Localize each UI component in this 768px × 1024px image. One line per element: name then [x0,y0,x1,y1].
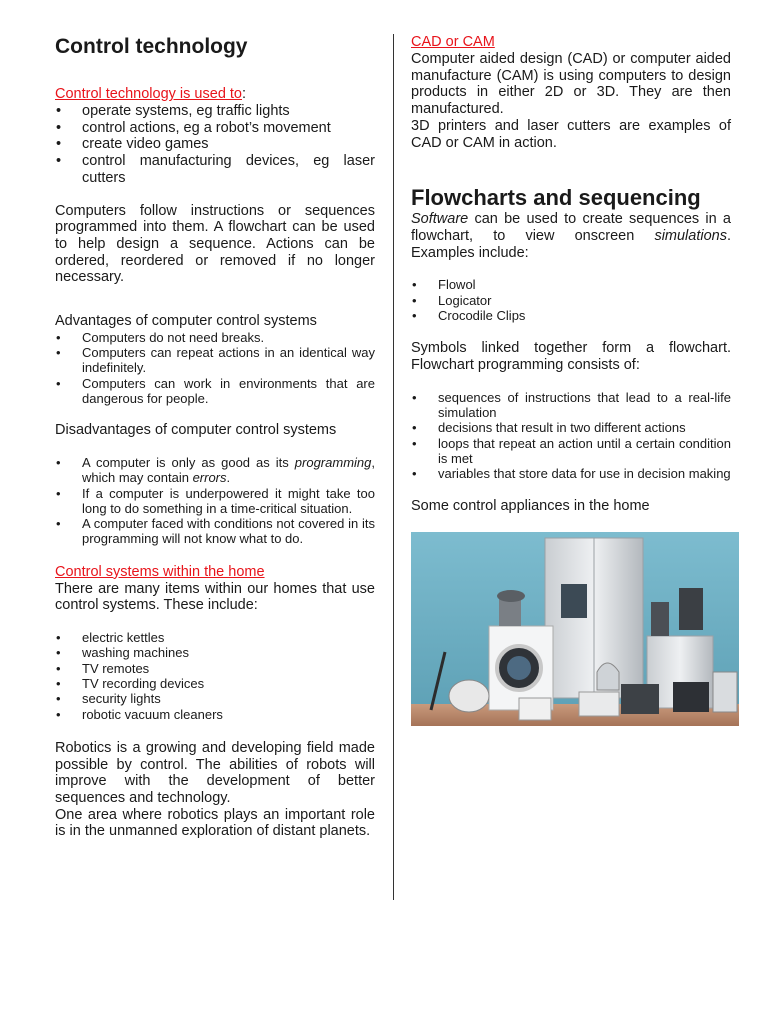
used-heading-line: Control technology is used to: [55,86,247,102]
list-item: • Logicator [411,293,731,308]
software-list [411,277,731,323]
cad-paragraph: Computer aided design (CAD) or computer aided manufacture (CAM) is using computers to design products in either 2D or 3D. They are then manufactured. [411,51,731,118]
list-item: • operate systems, eg traffic lights [55,103,375,120]
list-item: • If a computer is underpowered it might take too long to do something in a time-critical situation. [55,486,375,517]
list-item: • Computers can repeat actions in an identical way indefinitely. [55,345,375,376]
flowchart-list [411,390,731,482]
list-item: • variables that store data for use in decision making [411,466,731,481]
right-column [411,34,731,515]
home-paragraph: There are many items within our homes that use control systems. These include: [55,580,375,614]
used-heading: Control technology is used to [55,86,242,102]
list-item: • robotic vacuum cleaners [55,707,375,722]
list-item: • control manufacturing devices, eg laser cutters [55,153,375,186]
disadvantages-list [55,455,375,547]
page-title: Control technology [55,35,248,58]
list-item: • Flowol [411,277,731,292]
list-item: • Computers do not need breaks. [55,330,375,345]
list-item: • sequences of instructions that lead to a real-life simulation [411,390,731,421]
left-column [55,34,375,840]
list-item: • A computer is only as good as its programming, which may contain errors. [55,455,375,486]
column-divider [393,34,394,900]
list-item: • create video games [55,136,375,153]
list-item: • Crocodile Clips [411,308,731,323]
list-item: • security lights [55,691,375,706]
home-appliances-photo [411,532,739,726]
list-item: • decisions that result in two different actions [411,420,731,435]
flowcharts-title: Flowcharts and sequencing [411,185,701,211]
list-item: • electric kettles [55,630,375,645]
cad-heading: CAD or CAM [411,34,495,50]
advantages-list [55,330,375,406]
advantages-heading: Advantages of computer control systems [55,313,317,330]
robotics-paragraph-2: One area where robotics plays an important role is in the unmanned exploration of distant planets. [55,806,375,840]
used-list [55,103,375,187]
list-item: • TV remotes [55,661,375,676]
list-item: • washing machines [55,645,375,660]
appliances-caption: Some control appliances in the home [411,498,650,515]
list-item: • control actions, eg a robot’s movement [55,120,375,137]
computers-paragraph: Computers follow instructions or sequences programmed into them. A flowchart can be used to help design a sequence. Actions can be ordered, reordered or removed if no longer necessary. [55,202,375,286]
list-item: • A computer faced with conditions not covered in its programming will not know what to do. [55,516,375,547]
disadvantages-heading: Disadvantages of computer control systems [55,422,337,439]
software-paragraph: Software can be used to create sequences in a flowchart, to view onscreen simulations. Examples include: [411,211,731,261]
robotics-paragraph: Robotics is a growing and developing field made possible by control. The abilities of robots will improve with the development of better sequences and technology. [55,739,375,806]
symbols-paragraph: Symbols linked together form a flowchart. Flowchart programming consists of: [411,340,731,373]
home-heading: Control systems within the home [55,563,265,580]
cad-paragraph-2: 3D printers and laser cutters are examples of CAD or CAM in action. [411,117,731,151]
list-item: • Computers can work in environments that are dangerous for people. [55,376,375,407]
list-item: • loops that repeat an action until a certain condition is met [411,436,731,467]
home-list [55,630,375,722]
list-item: • TV recording devices [55,676,375,691]
